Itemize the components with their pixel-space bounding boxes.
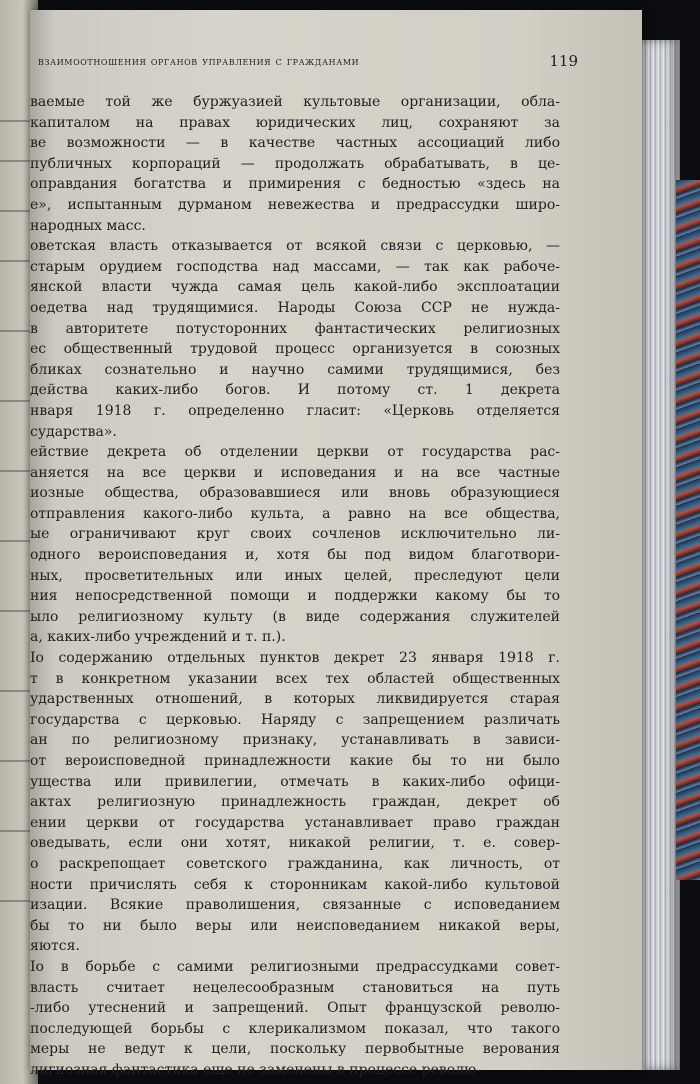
text-line: аняется на все церкви и исповедания и на все частные <box>30 464 560 481</box>
text-line: бы то ни было веры или неисповеданием никакой веры, <box>30 917 560 934</box>
text-line: власть считает нецелесообразным становиться на путь <box>30 979 560 996</box>
text-line: меры не ведут к цели, поскольку первобытные верования <box>30 1041 560 1058</box>
text-line: народных масс. <box>30 217 146 234</box>
text-line: ес общественный трудовой процесс организуется в союзных <box>30 341 560 358</box>
text-line: ности причислять себя к сторонникам какой-либо культовой <box>30 876 560 893</box>
body-text <box>30 92 560 1081</box>
text-line: о раскрепощает советского гражданина, как личность, от <box>30 855 560 872</box>
text-line: е», испытанным дурманом невежества и предрассудки широ- <box>30 196 560 213</box>
book-page <box>30 10 642 1078</box>
text-line: оправдания богатства и примирения с бедностью «здесь на <box>30 176 560 193</box>
text-line: старым орудием господства над массами, — так как рабоче- <box>30 258 560 275</box>
text-line: ан по религиозному признаку, устанавливать в зависи- <box>30 732 560 749</box>
text-line: ударственных отношений, в которых ликвидируется старая <box>30 691 560 708</box>
text-line: сударства». <box>30 423 117 440</box>
text-line: Іо содержанию отдельных пунктов декрет 23 января 1918 г. <box>30 650 560 667</box>
text-line: капиталом на правах юридических лиц, сохраняют за <box>30 114 560 131</box>
running-head <box>38 54 578 74</box>
text-line: оветская власть отказывается от всякой связи с церковью, — <box>30 238 560 255</box>
text-line: ые ограничивают круг своих сочленов исключительно ли- <box>30 526 560 543</box>
text-line: изации. Всякие праволишения, связанные с исповеданием <box>30 897 560 914</box>
page-number: 119 <box>549 52 578 70</box>
text-line: оедетва над трудящимися. Народы Союза ССР не нужда- <box>30 299 560 316</box>
book-cover-edge <box>676 180 700 880</box>
text-line: в авторитете потусторонних фантастических религиозных <box>30 320 560 337</box>
text-line: публичных корпораций — продолжать обрабатывать, в це- <box>30 155 560 172</box>
text-line: -либо утеснений и запрещений. Опыт французской револю- <box>30 1000 560 1017</box>
text-line: ении церкви от государства устанавливает право граждан <box>30 814 560 831</box>
text-line: одного вероисповедания и, хотя бы под видом благотвори- <box>30 547 560 564</box>
text-line: Іо в борьбе с самими религиозными предрассудками совет- <box>30 958 560 975</box>
text-line: ыло религиозному культу (в виде содержания служителей <box>30 608 560 625</box>
text-line: ния непосредственной помощи и поддержки какому бы то <box>30 588 560 605</box>
running-title: взаимоотношения органов управления с гражданами <box>38 54 360 68</box>
text-line: ве возможности — в качестве частных ассоциаций либо <box>30 135 560 152</box>
text-line: действа каких-либо богов. И потому ст. 1 декрета <box>30 382 560 399</box>
text-line: бликах сознательно и научно самими трудящимися, без <box>30 361 560 378</box>
text-line: последующей борьбы с клерикализмом показал, что такого <box>30 1020 560 1037</box>
text-line: ущества или привилегии, отмечать в каких-либо офици- <box>30 773 560 790</box>
text-line: янской власти чужда самая цель какой-либо эксплоатации <box>30 279 560 296</box>
text-line: ействие декрета об отделении церкви от государства рас- <box>30 444 560 461</box>
text-line: а, каких-либо учреждений и т. п.). <box>30 629 286 646</box>
text-line: нваря 1918 г. определенно гласит: «Церковь отделяется <box>30 402 560 419</box>
text-line: лигиозная фантастика еще не заменены в процессе револю- <box>30 1061 482 1078</box>
text-line: яются. <box>30 938 80 955</box>
text-line: оведывать, если они хотят, никакой религии, т. е. совер- <box>30 835 560 852</box>
text-line: т в конкретном указании всех тех областей общественных <box>30 670 560 687</box>
text-line: иозные общества, образовавшиеся или вновь образующиеся <box>30 485 560 502</box>
text-line: ных, просветительных или иных целей, преследуют цели <box>30 567 560 584</box>
text-line: актах религиозную принадлежность граждан, декрет об <box>30 794 560 811</box>
text-line: ваемые той же буржуазией культовые организации, обла- <box>30 94 560 110</box>
text-line: отправления какого-либо культа, а равно на все общества, <box>30 505 560 522</box>
text-line: государства с церковью. Наряду с запрещением различать <box>30 711 560 728</box>
text-line: от вероисповедной принадлежности какие бы то ни было <box>30 753 560 769</box>
